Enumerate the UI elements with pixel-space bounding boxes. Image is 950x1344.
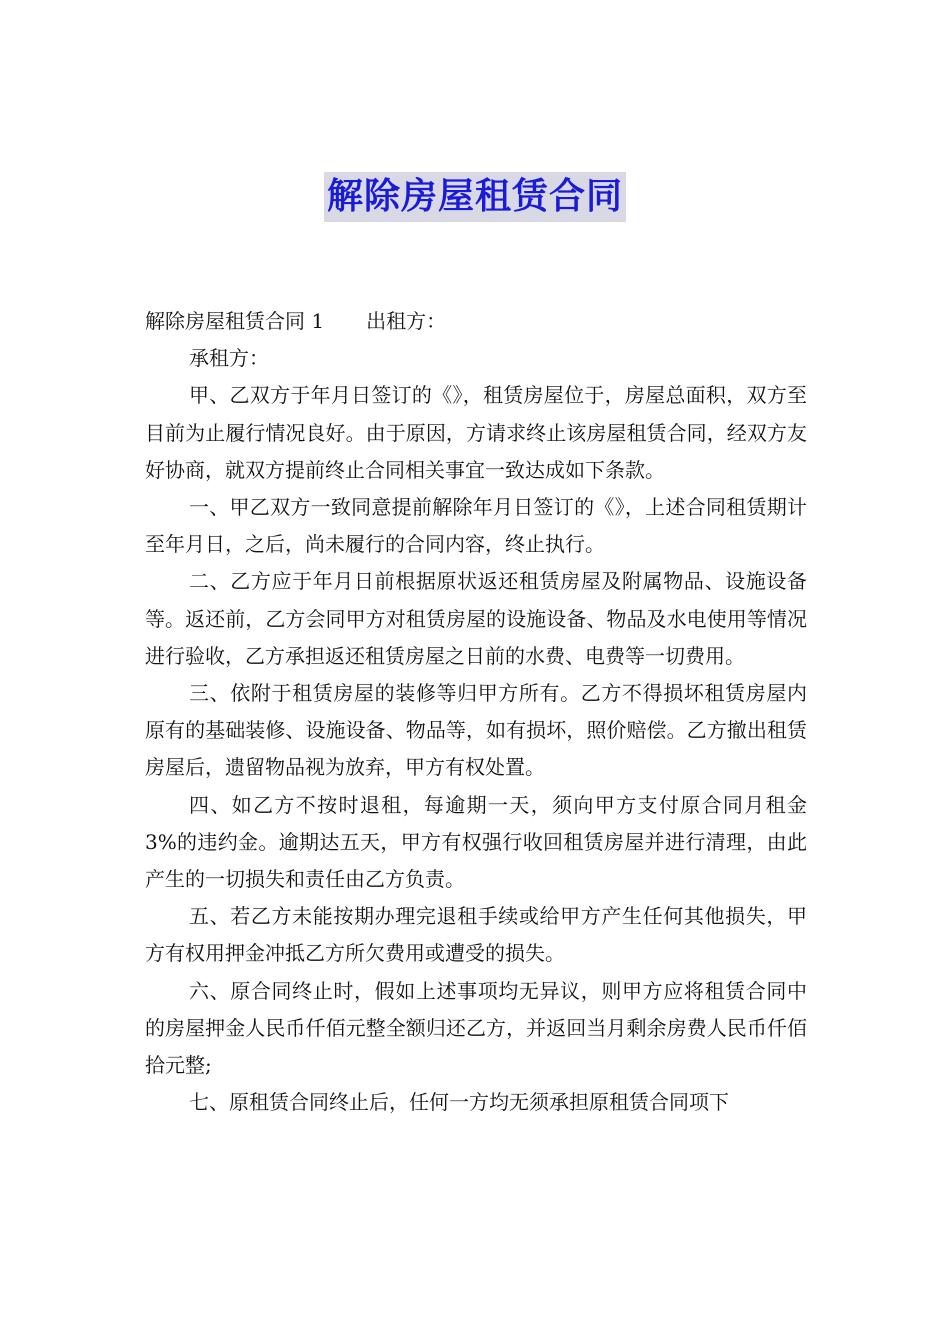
- clause-4: 四、如乙方不按时退租，每逾期一天，须向甲方支付原合同月租金 3%的违约金。逾期达五天，甲方有权强行收回租赁房屋并进行清理，由此产生的一切损失和责任由乙方负责。: [145, 792, 807, 892]
- clause-1: 一、甲乙双方一致同意提前解除年月日签订的《》，上述合同租赁期计至年月日，之后，尚未履行的合同内容，终止执行。: [145, 495, 807, 557]
- clause-6: 六、原合同终止时，假如上述事项均无异议，则甲方应将租赁合同中的房屋押金人民币仟佰元整全额归还乙方，并返回当月剩余房费人民币仟佰拾元整;: [145, 978, 807, 1078]
- clause-7: 七、原租赁合同终止后，任何一方均无须承担原租赁合同项下: [189, 1090, 729, 1115]
- lessor-label: 出租方：: [366, 309, 447, 333]
- clause-3: 三、依附于租赁房屋的装修等归甲方所有。乙方不得损坏租赁房屋内原有的基础装修、设施设备、物品等，如有损坏，照价赔偿。乙方撤出租赁房屋后，遗留物品视为放弃，甲方有权处置。: [145, 681, 807, 780]
- clause-2: 二、乙方应于年月日前根据原状返还租赁房屋及附属物品、设施设备等。返还前，乙方会同甲方对租赁房屋的设施设备、物品及水电使用等情况进行验收，乙方承担返还租赁房屋之日前的水费、电费等一切费用。: [145, 569, 807, 668]
- contract-label: 解除房屋租赁合同 1: [145, 309, 325, 333]
- document-body: [145, 303, 807, 1121]
- title-container: [0, 172, 950, 222]
- paragraph-intro: 甲、乙双方于年月日签订的《》，租赁房屋位于，房屋总面积，双方至目前为止履行情况良好。由于原因，方请求终止该房屋租赁合同，经双方友好协商，就双方提前终止合同相关事宜一致达成如下条款。: [145, 383, 807, 482]
- document-title: 解除房屋租赁合同: [324, 172, 626, 222]
- heading-line: [145, 303, 807, 340]
- clause-5: 五、若乙方未能按期办理完退租手续或给甲方产生任何其他损失，甲方有权用押金冲抵乙方所欠费用或遭受的损失。: [145, 904, 807, 966]
- lessee-label: 承租方：: [189, 346, 269, 371]
